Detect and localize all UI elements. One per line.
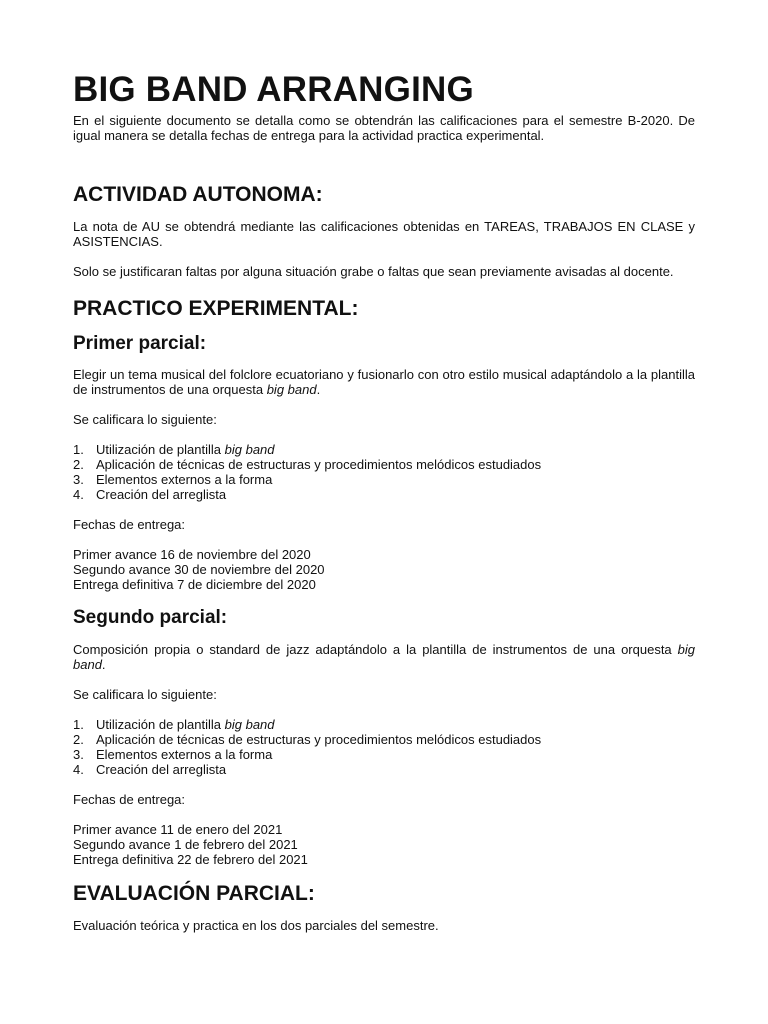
subsection-heading-primer-parcial: Primer parcial: <box>73 333 207 354</box>
list-text-main: Elementos externos a la forma <box>96 747 273 762</box>
list-text-main: Creación del arreglista <box>96 762 227 777</box>
list-item <box>73 717 695 732</box>
list-item <box>73 747 695 762</box>
segundo-parcial-calif-label: Se calificara lo siguiente: <box>73 687 217 702</box>
primer-parcial-fechas-label: Fechas de entrega: <box>73 517 186 532</box>
description-text: Elegir un tema musical del folclore ecuatoriano y fusionarlo con otro estilo musical adaptándolo a la plantilla de instrumentos de una orquesta <box>73 367 695 397</box>
date-line: Entrega definitiva 22 de febrero del 2021 <box>73 852 308 867</box>
list-number: 2. <box>73 457 84 472</box>
date-line: Primer avance 16 de noviembre del 2020 <box>73 547 311 562</box>
list-item <box>73 472 695 487</box>
list-item <box>73 732 695 747</box>
primer-parcial-calif-label: Se calificara lo siguiente: <box>73 412 217 427</box>
list-text-main: Aplicación de técnicas de estructuras y procedimientos melódicos estudiados <box>96 732 542 747</box>
date-line: Segundo avance 30 de noviembre del 2020 <box>73 562 325 577</box>
list-number: 3. <box>73 472 84 487</box>
list-item <box>73 487 695 502</box>
primer-parcial-description <box>73 367 695 397</box>
description-end: . <box>316 382 321 397</box>
list-number: 4. <box>73 762 84 777</box>
document-page <box>73 68 695 933</box>
primer-parcial-dates <box>73 547 695 592</box>
segundo-parcial-fechas-label: Fechas de entrega: <box>73 792 186 807</box>
intro-paragraph: En el siguiente documento se detalla como se obtendrán las calificaciones para el semestre B-2020. De igual manera se detalla fechas de entrega para la actividad practica experimental. <box>73 113 695 143</box>
list-text-main: Utilización de plantilla <box>96 717 222 732</box>
subsection-heading-segundo-parcial: Segundo parcial: <box>73 607 228 628</box>
list-text <box>96 442 275 457</box>
list-item <box>73 442 695 457</box>
section-heading-actividad-autonoma: ACTIVIDAD AUTONOMA: <box>73 183 323 206</box>
evaluacion-parcial-paragraph: Evaluación teórica y practica en los dos parciales del semestre. <box>73 918 439 933</box>
document-title: BIG BAND ARRANGING <box>73 70 474 109</box>
description-italic: big band <box>266 382 317 397</box>
list-number: 3. <box>73 747 84 762</box>
list-text-italic: big band <box>224 442 275 457</box>
list-number: 1. <box>73 442 84 457</box>
list-number: 1. <box>73 717 84 732</box>
list-text-main: Creación del arreglista <box>96 487 227 502</box>
list-number: 2. <box>73 732 84 747</box>
list-text-main: Aplicación de técnicas de estructuras y procedimientos melódicos estudiados <box>96 457 542 472</box>
segundo-parcial-dates <box>73 822 695 867</box>
date-line: Primer avance 11 de enero del 2021 <box>73 822 283 837</box>
date-line: Entrega definitiva 7 de diciembre del 2020 <box>73 577 316 592</box>
list-text <box>96 717 275 732</box>
section-heading-evaluacion-parcial: EVALUACIÓN PARCIAL: <box>73 882 315 905</box>
description-text: Composición propia o standard de jazz adaptándolo a la plantilla de instrumentos de una orquesta <box>73 642 672 657</box>
actividad-autonoma-paragraph-1: La nota de AU se obtendrá mediante las calificaciones obtenidas en TAREAS, TRABAJOS EN CLASE y ASISTENCIAS. <box>73 219 695 249</box>
primer-parcial-criteria-list <box>73 442 695 502</box>
list-text-italic: big band <box>224 717 275 732</box>
list-item <box>73 457 695 472</box>
list-number: 4. <box>73 487 84 502</box>
date-line: Segundo avance 1 de febrero del 2021 <box>73 837 298 852</box>
description-end: . <box>101 657 106 672</box>
actividad-autonoma-paragraph-2: Solo se justificaran faltas por alguna situación grabe o faltas que sean previamente avisadas al docente. <box>73 264 674 279</box>
list-item <box>73 762 695 777</box>
description-italic: big band <box>73 642 695 672</box>
segundo-parcial-description <box>73 642 695 672</box>
list-text-main: Utilización de plantilla <box>96 442 222 457</box>
list-text-main: Elementos externos a la forma <box>96 472 273 487</box>
section-heading-practico-experimental: PRACTICO EXPERIMENTAL: <box>73 297 359 320</box>
segundo-parcial-criteria-list <box>73 717 695 777</box>
